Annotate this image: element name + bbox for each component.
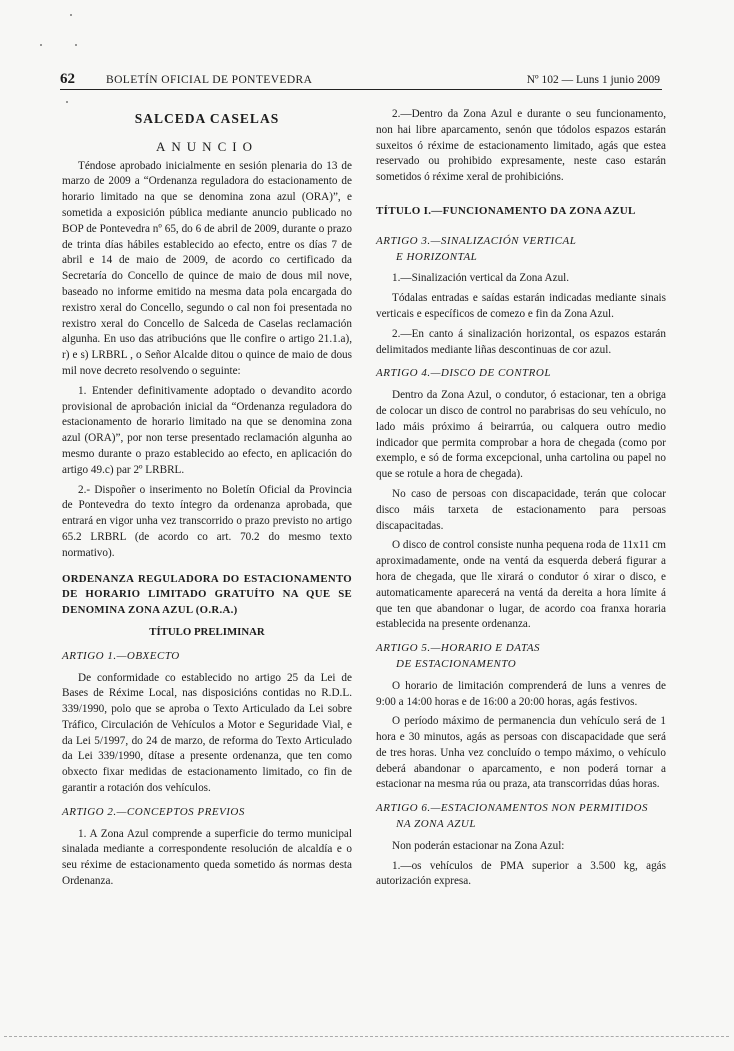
paragraph: 1. A Zona Azul comprende a superficie do termo municipal sinalada mediante a correspondente resolución de alcaldía e o seu réxime de estacionamento queda sometido ás normas desta Ordenanza. [62, 827, 352, 888]
article-heading-line: NA ZONA AZUL [396, 818, 476, 831]
paragraph: Dentro da Zona Azul, o condutor, ó estacionar, ten a obriga de colocar un disco de control no parabrisas do seu vehículo, no lado máis próximo á beirarrúa, ou calquera outro medio indicador que permita comprobar a hora de chegada (como por exemplo, e só de forma excepcional, unha cartolina ou papel no que se rotule a hora de chegada). [376, 389, 666, 481]
article-heading: ARTIGO 2.—CONCEPTOS PREVIOS [62, 805, 245, 818]
article-heading [376, 234, 666, 266]
left-column [62, 107, 352, 894]
paragraph: O disco de control consiste nunha pequena roda de 11x11 cm aproximadamente, onde na ventá da esquerda deberá figurar a hora de chegada, que lle xirará o condutor ó xirar o disco, e automaticamente aparecerá na ventá da dereita a hora límite á que ten que abandonar o lugar, de acordo coa franxa horaria establecida na presente ordenanza. [376, 539, 666, 631]
scan-speck [40, 44, 42, 46]
paragraph: De conformidade co establecido no artigo 25 da Lei de Bases de Réxime Local, nas disposicións contidas no R.D.L. 339/1990, polo que se aproba o Texto Articulado da Lei sobre Tráfico, Circulación de Vehículos a Motor e Seguridade Vial, e da Lei 5/1997, do 24 de marzo, de reforma do Texto Articulado da Lei 339/1990, dítase a presente ordenanza, que ten como obxecto fixar medidas de estacionamento limitado, co fin de garantir a rotación dos vehículos. [62, 671, 352, 795]
paragraph: No caso de persoas con discapacidade, terán que colocar disco máis tarxeta de estacionamento para persoas discapacitadas. [376, 487, 666, 532]
article-heading-line: ARTIGO 6.—ESTACIONAMENTOS NON PERMITIDOS [376, 802, 648, 815]
section-title: TÍTULO I.—FUNCIONAMENTO DA ZONA AZUL [376, 204, 636, 217]
page-number: 62 [60, 71, 75, 87]
paragraph: O período máximo de permanencia dun vehículo será de 1 hora e 30 minutos, agás as persoas con discapacidade que será de tres horas. Unha vez concluído o tempo máximo, o vehículo deberá abandonar o aparcamento, e non poderá tornar a estacionar na mesma rúa ou praza, ata transcorridas dúas horas. [376, 715, 666, 791]
paragraph: 1.—Sinalización vertical da Zona Azul. [392, 272, 570, 285]
section-title: TÍTULO PRELIMINAR [149, 625, 265, 638]
paragraph: 1.—os vehículos de PMA superior a 3.500 kg, agás autorización expresa. [376, 859, 666, 888]
paragraph: O horario de limitación comprenderá de luns a venres de 9:00 a 14:00 horas e de 16:00 a 20:00 horas, agás festivos. [376, 679, 666, 708]
scan-speck [70, 14, 72, 16]
scan-bottom-edge [4, 1036, 729, 1037]
paragraph: 2.—En canto á sinalización horizontal, os espazos estarán delimitados mediante liñas descontinuas de cor azul. [376, 327, 666, 356]
town-heading: SALCEDA CASELAS [134, 111, 280, 126]
paragraph: Tódalas entradas e saídas estarán indicadas mediante sinais verticais e específicos de comezo e fin da Zona Azul. [376, 292, 666, 320]
paragraph: 2.- Dispoñer o inserimento no Boletín Oficial da Provincia de Pontevedra do texto íntegro da ordenanza aprobada, que entrará en vigor unha vez transcorrido o prazo previsto no artigo 65.2 LRBRL (de acordo co art. 70.2 do mesmo texto normativo). [62, 483, 352, 559]
article-heading-line: ARTIGO 3.—SINALIZACIÓN VERTICAL [376, 234, 577, 247]
article-heading [376, 801, 666, 833]
paragraph: Non poderán estacionar na Zona Azul: [392, 839, 565, 852]
article-heading-line: ARTIGO 5.—HORARIO E DATAS [376, 642, 541, 655]
scan-speck [75, 44, 77, 46]
ordinance-title: ORDENANZA REGULADORA DO ESTACIONAMENTO DE HORARIO LIMITADO GRATUÍTO NA QUE SE DENOMINA ZONA AZUL (O.R.A.) [62, 572, 352, 617]
publication-name: BOLETÍN OFICIAL DE PONTEVEDRA [106, 74, 313, 86]
page-header [60, 71, 662, 90]
article-heading-line: E HORIZONTAL [396, 250, 478, 263]
issue-date: Nº 102 — Luns 1 junio 2009 [526, 74, 660, 86]
article-heading: ARTIGO 4.—DISCO DE CONTROL [376, 367, 551, 380]
article-heading [376, 641, 666, 673]
article-heading-line: DE ESTACIONAMENTO [396, 657, 517, 670]
scan-speck [66, 101, 68, 103]
article-heading: ARTIGO 1.—OBXECTO [62, 649, 180, 662]
right-column [376, 107, 666, 894]
paragraph: 2.—Dentro da Zona Azul e durante o seu funcionamento, non hai libre aparcamento, senón que tódolos espazos estarán suxeitos ó réxime de estacionamento limitado, agás que estea reservado ou prohibido expresamente, neste caso estarán sometidos ó réxime xeral de prohibicións. [376, 108, 666, 184]
notice-heading: ANUNCIO [156, 138, 258, 154]
paragraph: Téndose aprobado inicialmente en sesión plenaria do 13 de marzo de 2009 a “Ordenanza reguladora do estacionamento de horario limitado na que se denomina zona azul (ORA)”, e sometida a exposición pública mediante anuncio publicado no BOP de Pontevedra nº 65, do 6 de abril de 2009, durante o prazo de trinta días hábiles establecido ao efecto, entre os días 7 de abril e 14 de maio de 2009, de acordo co certificado da Secretaría do Concello de quince de maio de dous mil nove, baseado no informe emitido na mesma data pola encargada do rexistro xeral do Concello, segundo o cal non foi presentada no rexistro xeral do Concello de Salceda de Caselas reclamación algunha. En uso das atribucións que lle confire o artigo 21.1.a), r) e s) LRBRL , o Señor Alcalde ditou o quince de maio de dous mil nove decreto resolvendo o seguinte: [62, 159, 352, 377]
paragraph: 1. Entender definitivamente adoptado o devandito acordo provisional de aprobación inicial da “Ordenanza reguladora do estacionamento de horario limitado na que se denomina zona azul (ORA)”, por non terse presentado reclamación algunha ao mesmo durante o prazo establecido ao efecto, en aplicación do artigo 49.c) par 2º LRBRL. [62, 384, 352, 476]
